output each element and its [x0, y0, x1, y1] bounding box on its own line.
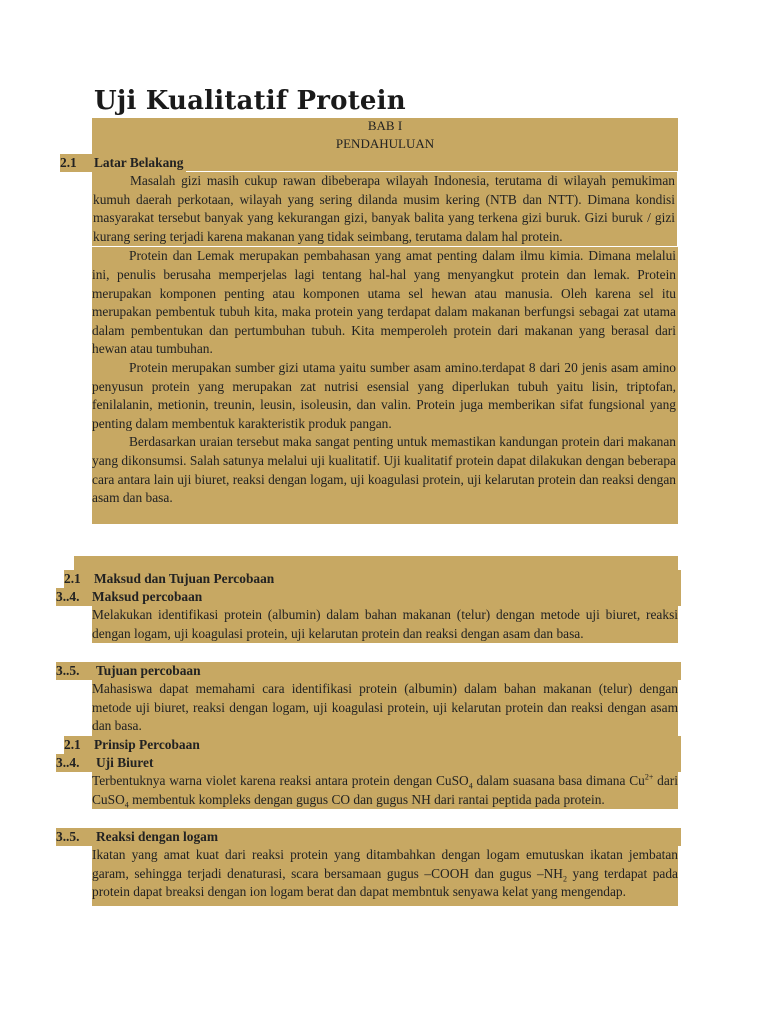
section-heading-principle	[64, 736, 681, 754]
section-number: 2.1	[64, 571, 81, 586]
biuret-text: Terbentuknya warna violet karena reaksi antara protein dengan CuSO$_4$ dalam suasana basa dimana $Cu^{2+}$ dari CuSO$_4$ membentuk kompleks dengan gugus CO dan gugus NH dari rantai peptida pada protein.	[92, 772, 678, 810]
section-title: Maksud dan Tujuan Percobaan	[94, 571, 275, 586]
section-heading-background	[60, 154, 186, 172]
subsection-number: 3..4.	[56, 589, 80, 604]
subsection-number: 3..4.	[56, 755, 80, 770]
subsection-title: Reaksi dengan logam	[96, 829, 219, 844]
subsection-number: 3..5.	[56, 829, 80, 844]
section-title: Prinsip Percobaan	[94, 737, 200, 752]
background-paragraph-2: Protein dan Lemak merupakan pembahasan yang amat penting dalam ilmu kimia. Dimana melalui ini, penulis berusaha memperjelas lagi tentang hal-hal yang menyangkut protein dan lemak. Protein merupakan komponen penting atau komponen utama sel hewan atau manusia. Oleh karena sel itu merupakan pembentuk tubuh kita, maka protein yang terdapat dalam makanan berfungsi sebagai zat utama dalam pembentukan dan pertumbuhan tubuh. Kita memperoleh protein dari makanan yang berasal dari hewan atau tumbuhan.	[92, 248, 676, 357]
intro-block	[92, 118, 678, 524]
subsection-heading-biuret	[56, 754, 681, 772]
subsection-title: Maksud percobaan	[92, 589, 203, 604]
subsection-heading-metal	[56, 828, 681, 846]
section-title: Latar Belakang	[94, 155, 184, 170]
section-number: 2.1	[60, 155, 77, 170]
subsection-heading-goal	[56, 662, 681, 680]
background-paragraph-4: Berdasarkan uraian tersebut maka sangat penting untuk memastikan kandungan protein dari makanan yang dikonsumsi. Salah satunya melalui uji kualitatif. Uji kualitatif protein dapat dilakukan dengan beberapa cara antara lain uji biuret, reaksi dengan logam, uji koagulasi protein, uji kelarutan protein dan reaksi dengan asam dan basa.	[92, 434, 676, 506]
chapter-title: PENDAHULUAN	[335, 136, 435, 151]
metal-reaction-text: Ikatan yang amat kuat dari reaksi protein yang ditambahkan dengan logam emutuskan ikatan jembatan garam, sehingga terjadi denaturasi, scara bersamaan gugus –COOH dan gugus $-NH_2$ yang terdapat pada protein dapat breaksi dengan ion logam berat dan dapat membntuk senyawa kelat yang mengendap.	[92, 846, 678, 906]
subsection-title: Uji Biuret	[96, 755, 154, 770]
subsection-title: Tujuan percobaan	[96, 663, 201, 678]
chapter-number: BAB I	[367, 118, 403, 133]
background-paragraph-3: Protein merupakan sumber gizi utama yaitu sumber asam amino.terdapat 8 dari 20 jenis asam amino penyusun protein yang merupakan zat nutrisi esensial yang diperlukan tubuh yaitu lisin, triptofan, fenilalanin, metionin, treunin, leusin, isoleusin, dan valin. Protein juga memberikan sifat fungsional yang penting dalam membentuk karakteristik produk pangan.	[92, 359, 676, 431]
objectives-top-strip	[74, 556, 678, 570]
goal-text: Mahasiswa dapat memahami cara identifikasi protein (albumin) dalam bahan makanan (telur) dengan metode uji biuret, reaksi dengan logam, uji koagulasi protein, uji kelarutan protein dan reaksi dengan asam dan basa.	[92, 680, 678, 736]
section-heading-objectives	[64, 570, 681, 588]
purpose-text: Melakukan identifikasi protein (albumin) dalam bahan makanan (telur) dengan metode uji biuret, reaksi dengan logam, uji koagulasi protein, uji kelarutan protein dan reaksi dengan asam dan basa.	[92, 606, 678, 643]
document-title: Uji Kualitatif Protein	[94, 86, 406, 116]
section-number: 2.1	[64, 737, 81, 752]
subsection-heading-purpose	[56, 588, 681, 606]
background-paragraph-1: Masalah gizi masih cukup rawan dibeberapa wilayah Indonesia, terutama di wilayah pemukiman kumuh daerah perkotaan, wilayah yang sering dilanda musim kering (NTB dan NTT). Dimana kondisi masyarakat tersebut banyak yang kekurangan gizi, banyak balita yang terkena gizi buruk. Gizi buruk / gizi kurang sering terjadi karena makanan yang tidak seimbang, terutama dalam hal protein.	[90, 171, 678, 247]
subsection-number: 3..5.	[56, 663, 80, 678]
